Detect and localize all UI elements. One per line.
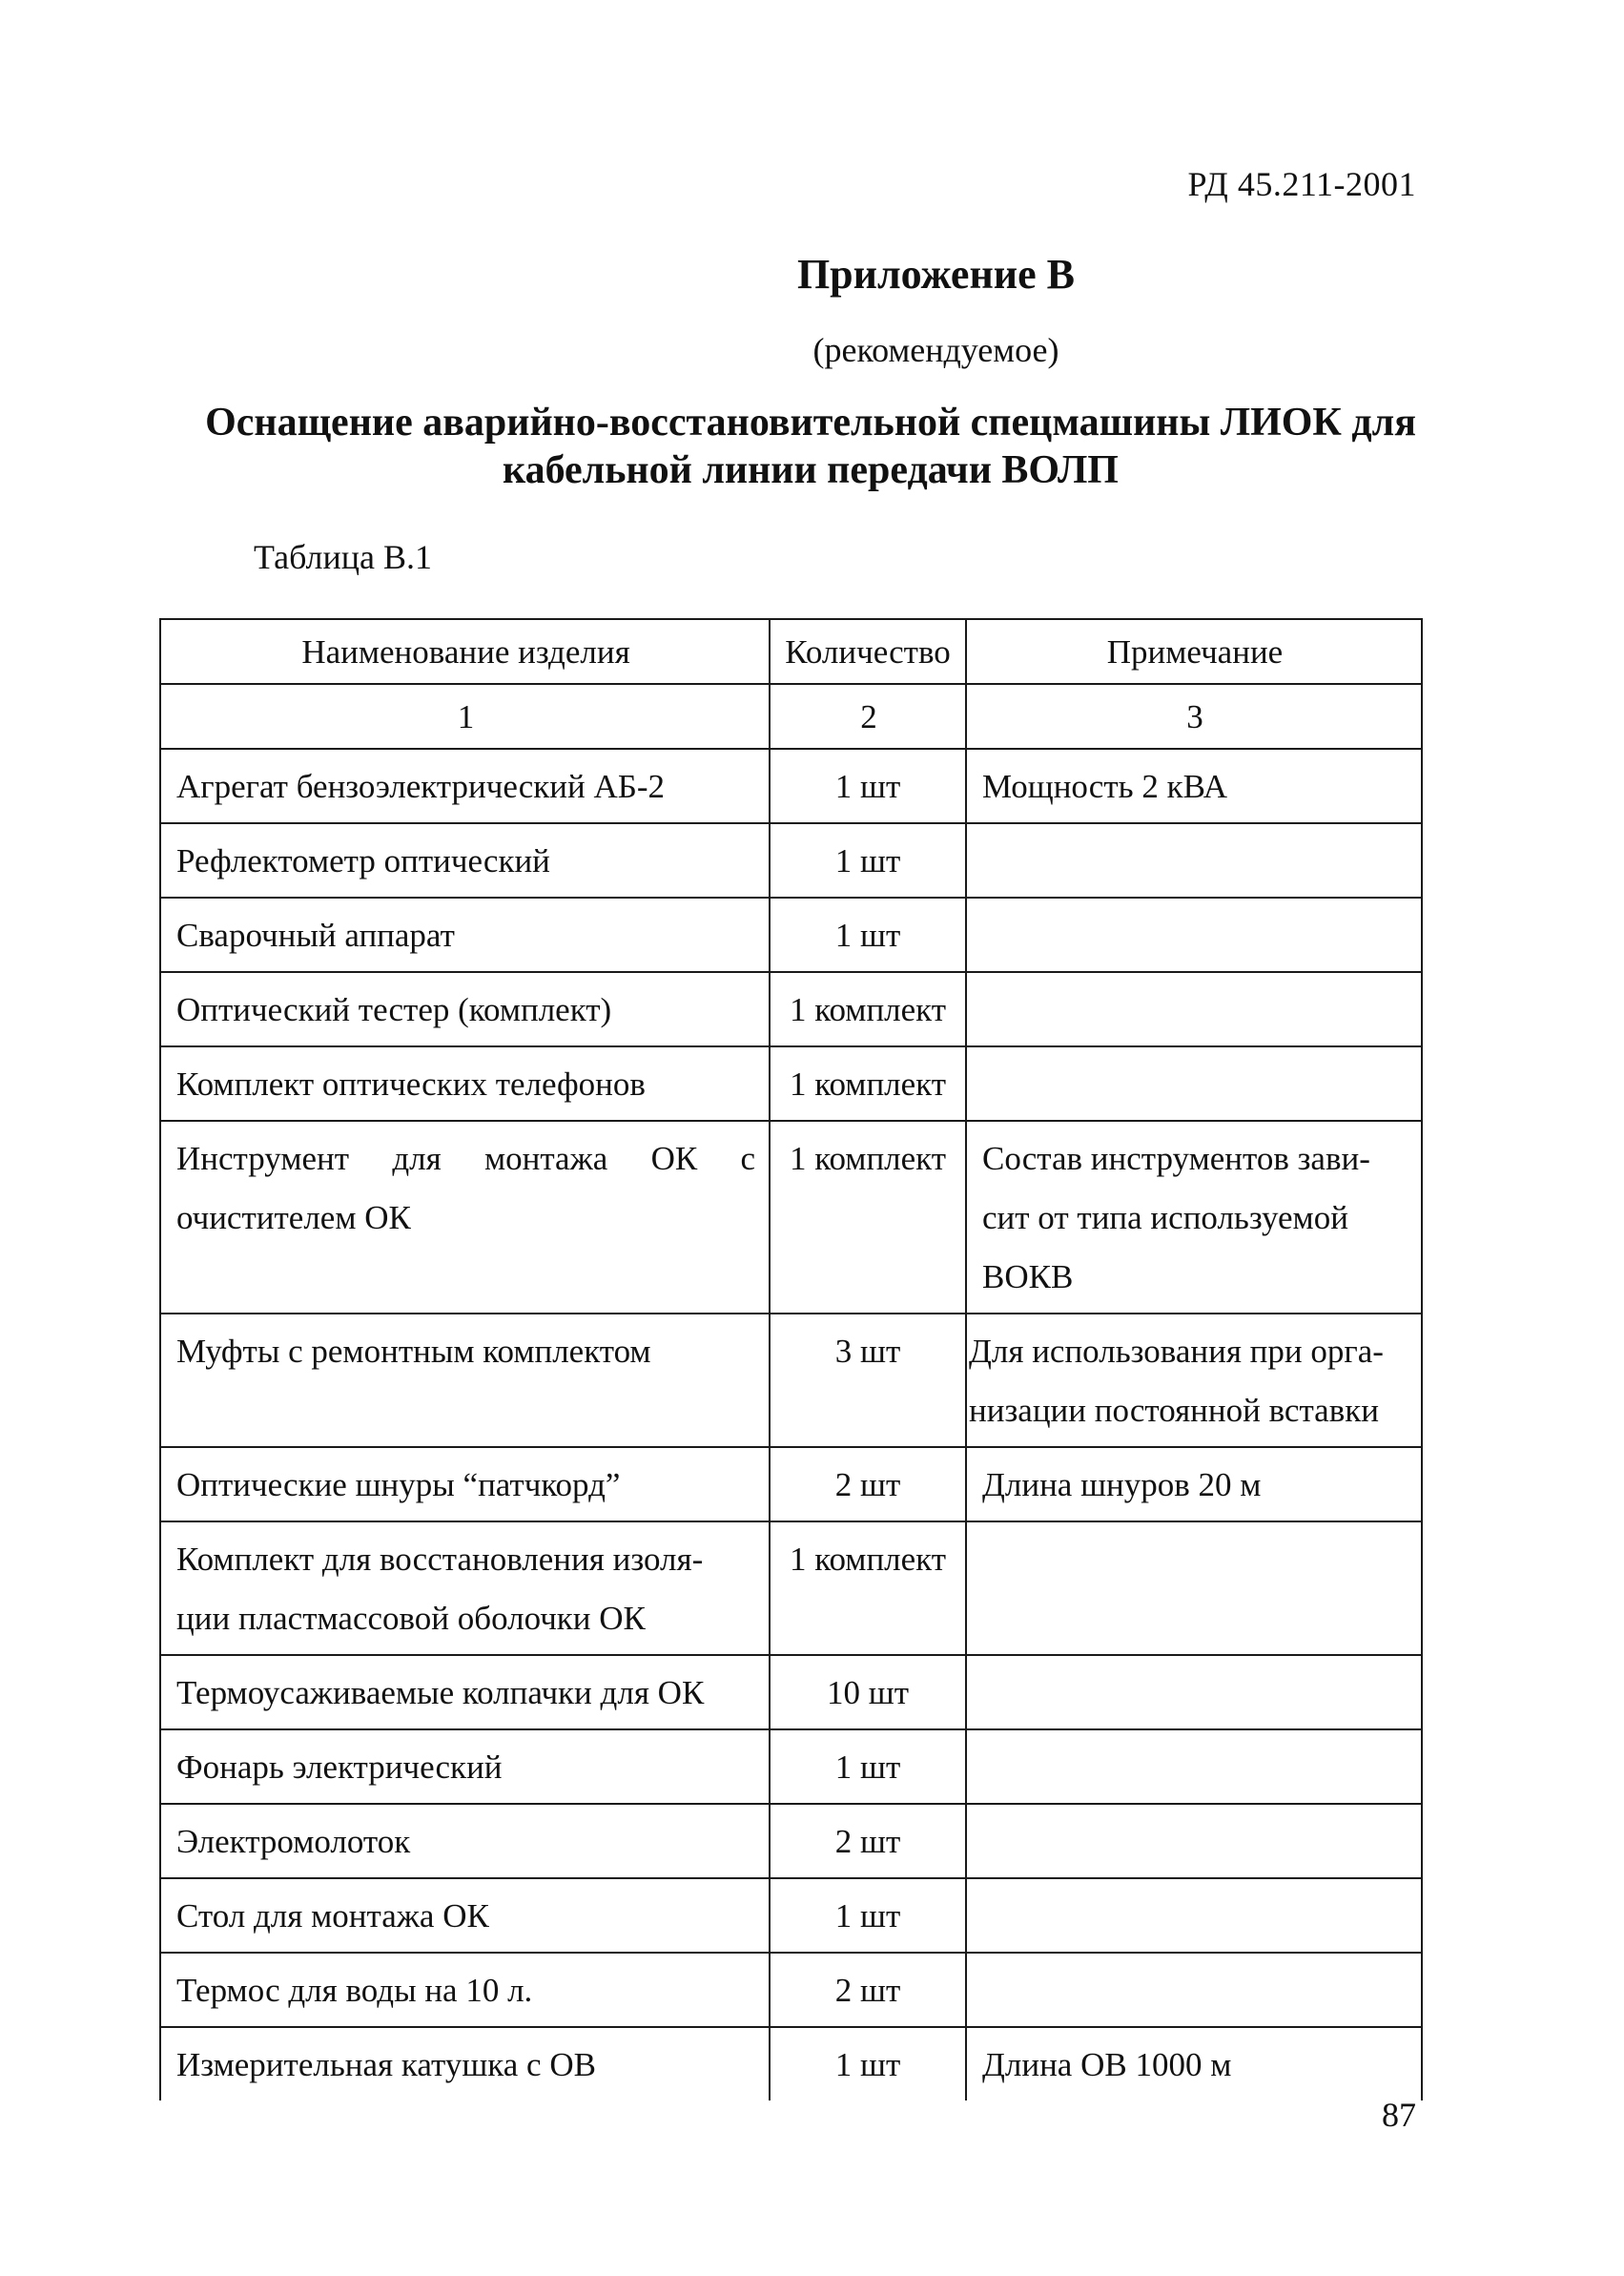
item-quantity: 1 комплект xyxy=(770,972,966,1046)
item-note xyxy=(966,1729,1422,1804)
item-note-line: низации постоянной вставки xyxy=(969,1392,1379,1429)
item-name: Сварочный аппарат xyxy=(160,898,770,972)
item-note: Длина шнуров 20 м xyxy=(966,1447,1422,1521)
table-row xyxy=(160,1314,1422,1447)
table-row xyxy=(160,972,1422,1046)
column-number: 3 xyxy=(966,684,1422,749)
item-name: Оптические шнуры “патчкорд” xyxy=(160,1447,770,1521)
column-header-note: Примечание xyxy=(966,619,1422,684)
table-row xyxy=(160,1121,1422,1314)
table-row xyxy=(160,1729,1422,1804)
item-note: Длина ОВ 1000 м xyxy=(966,2027,1422,2100)
item-note xyxy=(966,1804,1422,1878)
item-name xyxy=(160,1521,770,1655)
item-quantity: 3 шт xyxy=(770,1314,966,1447)
item-quantity: 1 комплект xyxy=(770,1521,966,1655)
item-note xyxy=(966,1878,1422,1953)
item-name xyxy=(160,1121,770,1314)
item-note xyxy=(966,1953,1422,2027)
item-note xyxy=(966,823,1422,898)
item-name: Комплект оптических телефонов xyxy=(160,1046,770,1121)
item-name: Оптический тестер (комплект) xyxy=(160,972,770,1046)
document-code: РД 45.211-2001 xyxy=(1187,165,1416,203)
table-row xyxy=(160,1804,1422,1878)
table-row xyxy=(160,1046,1422,1121)
item-note xyxy=(966,898,1422,972)
table-row xyxy=(160,2027,1422,2100)
item-name: Термоусаживаемые колпачки для ОК xyxy=(160,1655,770,1729)
item-quantity: 2 шт xyxy=(770,1804,966,1878)
table-row xyxy=(160,823,1422,898)
item-quantity: 2 шт xyxy=(770,1447,966,1521)
item-note-line: сит от типа используемой xyxy=(982,1199,1348,1236)
item-quantity: 1 шт xyxy=(770,1878,966,1953)
item-name-line: Инструмент для монтажа ОК с xyxy=(176,1140,755,1177)
item-quantity: 1 шт xyxy=(770,898,966,972)
document-title-line: Оснащение аварийно-восстановительной спецмашины ЛИОК для xyxy=(205,401,1416,445)
item-note-line: ВОКВ xyxy=(982,1258,1074,1295)
item-quantity: 1 шт xyxy=(770,1729,966,1804)
item-note-line: Для использования при орга- xyxy=(969,1333,1384,1370)
item-quantity: 1 шт xyxy=(770,823,966,898)
table-row xyxy=(160,898,1422,972)
column-header-name: Наименование изделия xyxy=(160,619,770,684)
item-quantity: 1 шт xyxy=(770,749,966,823)
table-row xyxy=(160,1953,1422,2027)
table-row xyxy=(160,1655,1422,1729)
table-row xyxy=(160,749,1422,823)
item-quantity: 1 шт xyxy=(770,2027,966,2100)
item-note xyxy=(966,1314,1422,1447)
item-quantity: 2 шт xyxy=(770,1953,966,2027)
item-name: Измерительная катушка с ОВ xyxy=(160,2027,770,2100)
document-title-line: кабельной линии передачи ВОЛП xyxy=(503,448,1119,492)
item-name: Фонарь электрический xyxy=(160,1729,770,1804)
item-note xyxy=(966,1046,1422,1121)
item-note xyxy=(966,1521,1422,1655)
column-number: 2 xyxy=(770,684,966,749)
document-title xyxy=(143,399,1478,494)
page-number: 87 xyxy=(1382,2096,1416,2134)
item-name: Стол для монтажа ОК xyxy=(160,1878,770,1953)
item-name: Электромолоток xyxy=(160,1804,770,1878)
equipment-table xyxy=(159,618,1423,2100)
item-note: Мощность 2 кВА xyxy=(966,749,1422,823)
table-header-row xyxy=(160,619,1422,684)
item-note xyxy=(966,972,1422,1046)
table-row xyxy=(160,1521,1422,1655)
item-quantity: 10 шт xyxy=(770,1655,966,1729)
item-quantity: 1 комплект xyxy=(770,1121,966,1314)
appendix-status: (рекомендуемое) xyxy=(812,331,1059,369)
item-quantity: 1 комплект xyxy=(770,1046,966,1121)
item-note xyxy=(966,1121,1422,1314)
item-note-line: Состав инструментов зави- xyxy=(982,1140,1370,1177)
column-header-quantity: Количество xyxy=(770,619,966,684)
item-name-line: ции пластмассовой оболочки ОК xyxy=(176,1600,646,1637)
item-note xyxy=(966,1655,1422,1729)
column-number-row xyxy=(160,684,1422,749)
table-row xyxy=(160,1447,1422,1521)
column-number: 1 xyxy=(160,684,770,749)
item-name: Термос для воды на 10 л. xyxy=(160,1953,770,2027)
table-row xyxy=(160,1878,1422,1953)
item-name: Агрегат бензоэлектрический АБ-2 xyxy=(160,749,770,823)
item-name-line: Комплект для восстановления изоля- xyxy=(176,1541,704,1578)
appendix-title: Приложение В xyxy=(796,251,1076,298)
item-name-line: очистителем ОК xyxy=(176,1199,411,1236)
table-caption: Таблица В.1 xyxy=(254,538,432,576)
item-name: Муфты с ремонтным комплектом xyxy=(160,1314,770,1447)
item-name: Рефлектометр оптический xyxy=(160,823,770,898)
